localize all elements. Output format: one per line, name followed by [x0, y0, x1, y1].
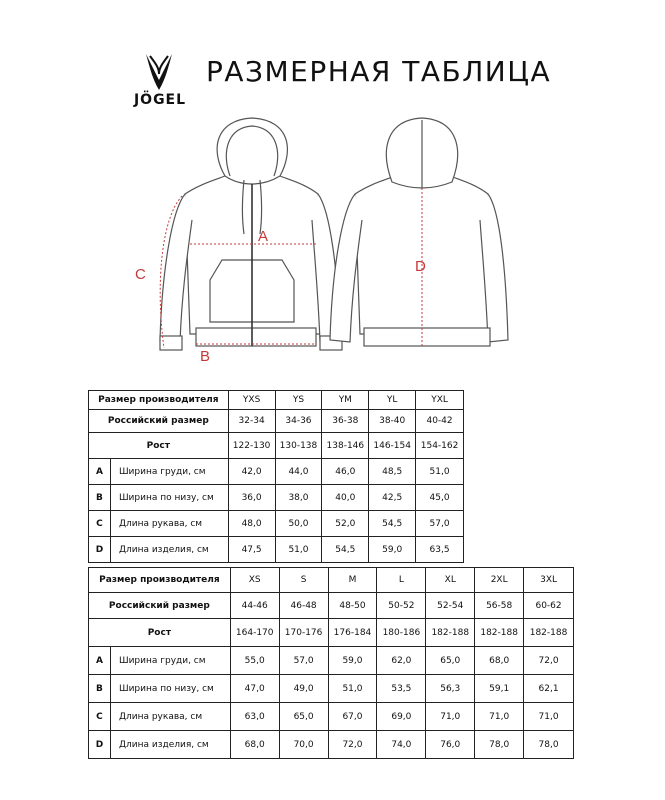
value-cell: 47,0 — [230, 675, 279, 703]
value-cell: 52,0 — [322, 511, 369, 537]
value-cell: 70,0 — [279, 731, 328, 759]
row-letter: B — [89, 485, 111, 511]
value-cell: 180-186 — [377, 619, 426, 647]
row-letter: A — [89, 647, 111, 675]
table-row — [89, 703, 574, 731]
value-cell: 176-184 — [328, 619, 377, 647]
value-cell: 130-138 — [275, 433, 322, 459]
row-name: Ширина по низу, см — [110, 675, 230, 703]
value-cell: 46-48 — [279, 593, 328, 619]
back-waistband — [364, 328, 490, 346]
value-cell: 40,0 — [322, 485, 369, 511]
value-cell: 38,0 — [275, 485, 322, 511]
value-cell: 46,0 — [322, 459, 369, 485]
value-cell: 182-188 — [475, 619, 524, 647]
size-cell: 3XL — [524, 568, 574, 593]
row-name: Длина изделия, см — [110, 537, 228, 563]
value-cell: 57,0 — [279, 647, 328, 675]
value-cell: 44,0 — [275, 459, 322, 485]
brand-name: JÖGEL — [133, 92, 187, 108]
value-cell: 56,3 — [426, 675, 475, 703]
table-header-row — [89, 568, 574, 593]
size-cell: L — [377, 568, 426, 593]
value-cell: 59,1 — [475, 675, 524, 703]
value-cell: 72,0 — [524, 647, 574, 675]
table-row — [89, 647, 574, 675]
front-waistband — [196, 328, 316, 346]
measure-b-label: B — [200, 348, 211, 365]
row-letter: D — [89, 537, 111, 563]
size-table-youth — [88, 390, 464, 563]
value-cell: 44-46 — [230, 593, 279, 619]
size-cell: YXL — [416, 391, 464, 410]
value-cell: 42,0 — [228, 459, 275, 485]
value-cell: 54,5 — [369, 511, 416, 537]
value-cell: 51,0 — [416, 459, 464, 485]
size-cell: YL — [369, 391, 416, 410]
size-cell: M — [328, 568, 377, 593]
value-cell: 182-188 — [426, 619, 475, 647]
value-cell: 57,0 — [416, 511, 464, 537]
value-cell: 72,0 — [328, 731, 377, 759]
value-cell: 65,0 — [279, 703, 328, 731]
value-cell: 38-40 — [369, 410, 416, 433]
value-cell: 68,0 — [475, 647, 524, 675]
value-cell: 146-154 — [369, 433, 416, 459]
value-cell: 42,5 — [369, 485, 416, 511]
value-cell: 56-58 — [475, 593, 524, 619]
table-height-row — [89, 433, 464, 459]
value-cell: 78,0 — [475, 731, 524, 759]
value-cell: 63,5 — [416, 537, 464, 563]
value-cell: 49,0 — [279, 675, 328, 703]
front-left-cuff — [160, 336, 182, 350]
value-cell: 51,0 — [328, 675, 377, 703]
value-cell: 36-38 — [322, 410, 369, 433]
value-cell: 71,0 — [524, 703, 574, 731]
height-label: Рост — [89, 619, 231, 647]
size-cell: YS — [275, 391, 322, 410]
value-cell: 71,0 — [426, 703, 475, 731]
row-letter: C — [89, 703, 111, 731]
size-cell: XL — [426, 568, 475, 593]
value-cell: 52-54 — [426, 593, 475, 619]
value-cell: 74,0 — [377, 731, 426, 759]
size-cell: YM — [322, 391, 369, 410]
value-cell: 50-52 — [377, 593, 426, 619]
value-cell: 51,0 — [275, 537, 322, 563]
table-header-row — [89, 391, 464, 410]
measure-a-label: A — [258, 228, 269, 245]
back-hoodie-body — [355, 176, 492, 334]
value-cell: 182-188 — [524, 619, 574, 647]
value-cell: 53,5 — [377, 675, 426, 703]
value-cell: 54,5 — [322, 537, 369, 563]
value-cell: 40-42 — [416, 410, 464, 433]
value-cell: 122-130 — [228, 433, 275, 459]
value-cell: 65,0 — [426, 647, 475, 675]
value-cell: 59,0 — [369, 537, 416, 563]
value-cell: 68,0 — [230, 731, 279, 759]
table-row — [89, 485, 464, 511]
size-cell: S — [279, 568, 328, 593]
value-cell: 170-176 — [279, 619, 328, 647]
value-cell: 59,0 — [328, 647, 377, 675]
row-letter: D — [89, 731, 111, 759]
value-cell: 164-170 — [230, 619, 279, 647]
value-cell: 47,5 — [228, 537, 275, 563]
value-cell: 62,1 — [524, 675, 574, 703]
row-name: Длина изделия, см — [110, 731, 230, 759]
header-label: Размер производителя — [89, 391, 229, 410]
size-cell: 2XL — [475, 568, 524, 593]
table-russian-row — [89, 410, 464, 433]
value-cell: 62,0 — [377, 647, 426, 675]
row-name: Ширина груди, см — [110, 647, 230, 675]
value-cell: 48,0 — [228, 511, 275, 537]
table-row — [89, 537, 464, 563]
hoodie-diagram — [130, 110, 510, 365]
value-cell: 48,5 — [369, 459, 416, 485]
value-cell: 71,0 — [475, 703, 524, 731]
page-title: РАЗМЕРНАЯ ТАБЛИЦА — [206, 55, 552, 88]
value-cell: 36,0 — [228, 485, 275, 511]
value-cell: 50,0 — [275, 511, 322, 537]
table-height-row — [89, 619, 574, 647]
table-russian-row — [89, 593, 574, 619]
value-cell: 69,0 — [377, 703, 426, 731]
value-cell: 67,0 — [328, 703, 377, 731]
table-row — [89, 459, 464, 485]
value-cell: 63,0 — [230, 703, 279, 731]
value-cell: 48-50 — [328, 593, 377, 619]
table-row — [89, 731, 574, 759]
row-name: Длина рукава, см — [110, 703, 230, 731]
measure-c-label: C — [135, 266, 146, 283]
value-cell: 32-34 — [228, 410, 275, 433]
value-cell: 76,0 — [426, 731, 475, 759]
value-cell: 45,0 — [416, 485, 464, 511]
size-table-adult — [88, 567, 574, 759]
front-hood-inner — [226, 126, 277, 176]
row-letter: C — [89, 511, 111, 537]
russian-label: Российский размер — [89, 410, 229, 433]
size-cell: XS — [230, 568, 279, 593]
row-name: Ширина груди, см — [110, 459, 228, 485]
value-cell: 60-62 — [524, 593, 574, 619]
row-letter: A — [89, 459, 111, 485]
size-cell: YXS — [228, 391, 275, 410]
height-label: Рост — [89, 433, 229, 459]
row-name: Ширина по низу, см — [110, 485, 228, 511]
row-name: Длина рукава, см — [110, 511, 228, 537]
russian-label: Российский размер — [89, 593, 231, 619]
value-cell: 78,0 — [524, 731, 574, 759]
value-cell: 34-36 — [275, 410, 322, 433]
value-cell: 154-162 — [416, 433, 464, 459]
value-cell: 138-146 — [322, 433, 369, 459]
header-label: Размер производителя — [89, 568, 231, 593]
table-row — [89, 675, 574, 703]
table-row — [89, 511, 464, 537]
measure-d-label: D — [415, 258, 426, 275]
row-letter: B — [89, 675, 111, 703]
value-cell: 55,0 — [230, 647, 279, 675]
